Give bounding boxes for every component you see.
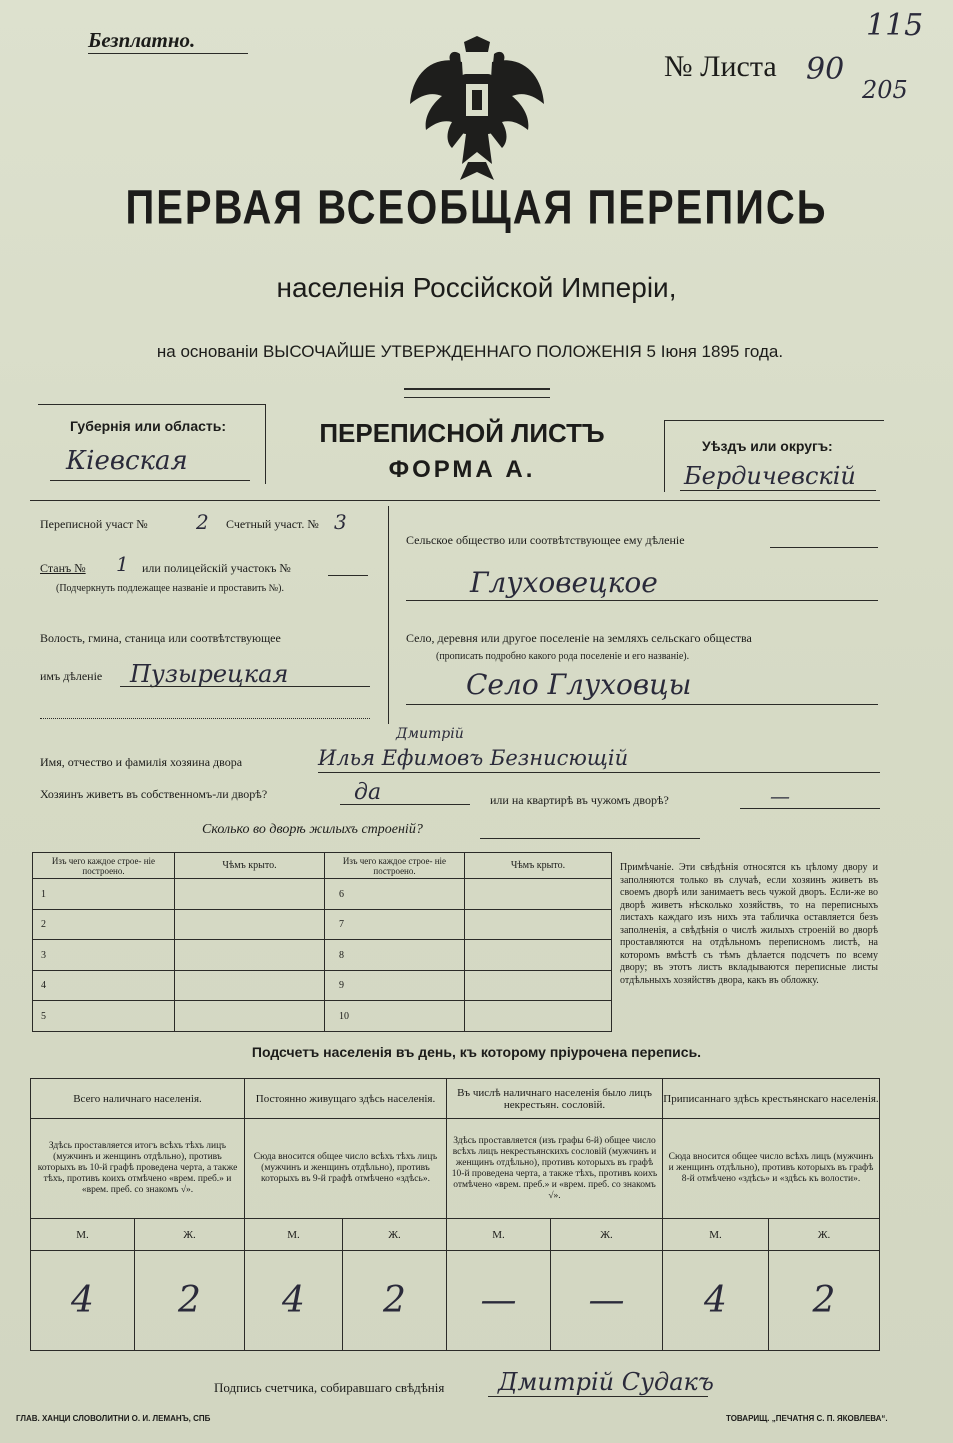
police-label: или полицейскій участокъ № — [142, 561, 291, 575]
signature-line — [488, 1396, 708, 1397]
ornament-divider — [404, 388, 550, 398]
village-value: Село Глуховцы — [466, 668, 692, 701]
archive-number-a: 115 — [866, 8, 924, 43]
census-plot-label: Переписной участ № — [40, 517, 148, 531]
group-title-3: Въ числѣ наличнаго населенія было лицъ некрестьян. сословій. — [447, 1079, 663, 1119]
stan-note: (Подчеркнуть подлежащее названіе и проставить №). — [56, 583, 284, 594]
archive-number-b: 205 — [862, 76, 908, 104]
village-line — [406, 704, 878, 705]
row-2: 2 — [33, 909, 175, 940]
gubernia-value: Кіевская — [66, 446, 188, 476]
row-5: 5 — [33, 1001, 175, 1032]
owner-line — [318, 772, 880, 773]
buildings-label: Сколько во дворѣ жилыхъ строеній? — [202, 822, 423, 837]
group-desc-4: Сюда вносится общее число всѣхъ лицъ (мужчинъ и женщинъ отдѣльно), противъ которыхъ въ графѣ 8-й отмѣчено «здѣсь» и «здѣсь къ волости». — [663, 1119, 880, 1219]
row-9: 9 — [325, 970, 465, 1001]
section-divider-top — [30, 500, 880, 501]
f-header-4: Ж. — [769, 1219, 880, 1251]
free-label: Безплатно. — [88, 28, 248, 54]
buildings-line — [480, 838, 700, 839]
f-header-1: Ж. — [135, 1219, 245, 1251]
rural-society-line — [770, 547, 878, 548]
lives-value: да — [354, 780, 382, 805]
volost-value: Пузырецкая — [130, 660, 289, 688]
form-name: ФОРМА А. — [388, 456, 536, 483]
volost-line — [120, 686, 370, 687]
row-7: 7 — [325, 909, 465, 940]
legal-basis: на основаніи ВЫСОЧАЙШЕ УТВЕРЖДЕННАГО ПОЛОЖЕНІЯ 5 Іюня 1895 года. — [156, 342, 784, 361]
f-header-2: Ж. — [343, 1219, 447, 1251]
rural-society-line-2 — [406, 600, 878, 601]
row-1: 1 — [33, 879, 175, 910]
row-10: 10 — [325, 1001, 465, 1032]
group-desc-1: Здѣсь проставляется итогъ всѣхъ тѣхъ лицъ (мужчинъ и женщинъ отдѣльно), противъ которыхъ въ 10-й графѣ проведена черта, а также тѣхъ, противъ коихъ отмѣчено «врем. преб.» и «врем. преб. со знакомъ √». — [31, 1119, 245, 1219]
m-header-1: М. — [31, 1219, 135, 1251]
non-peasant-female: — — [551, 1251, 663, 1351]
peasant-male: 4 — [663, 1251, 769, 1351]
owner-label: Имя, отчество и фамилія хозяина двора — [40, 755, 243, 769]
apartment-value: — — [770, 784, 790, 808]
note-text: Примѣчаніе. Эти свѣдѣнія относятся къ цѣлому двору и заполняются только въ случаѣ, если хозяинъ живетъ въ своемъ дворѣ или занимаетъ весь чужой дворъ. Если-же во дворѣ живетъ нѣсколько хозяйствъ, то на переписныхъ листахъ каждаго изъ нихъ эта табличка оставляется безъ заполненія, а свѣдѣнія о числѣ жилыхъ строеній во дворѣ проставляются на отдѣльномъ переписномъ листѣ, на которомъ вмѣстѣ съ тѣмъ дѣлается подсчетъ по всему двору; въ этотъ листъ вкладываются переписные листы отдѣльныхъ хозяйствъ двора, какъ въ обложку. — [620, 862, 878, 986]
stan-value: 1 — [116, 552, 129, 576]
section-divider-vertical — [388, 506, 389, 724]
uezd-value: Бердичевскій — [684, 462, 856, 490]
volost-line-2 — [40, 718, 370, 719]
footer-left: ГЛАВ. ХАНЦИ СЛОВОЛИТНИ О. И. ЛЕМАНЪ, СПБ — [16, 1414, 211, 1423]
signature-value: Дмитрій Судакъ — [498, 1368, 714, 1396]
resident-male: 4 — [245, 1251, 343, 1351]
m-header-3: М. — [447, 1219, 551, 1251]
apartment-label: или на квартирѣ въ чужомъ дворѣ? — [490, 793, 669, 807]
uezd-line — [680, 490, 876, 491]
group-title-1: Всего наличнаго населенія. — [31, 1079, 245, 1119]
peasant-female: 2 — [769, 1251, 880, 1351]
owner-value: Илья Ефимовъ Безнисющій — [318, 746, 629, 770]
row-8: 8 — [325, 940, 465, 971]
row-3: 3 — [33, 940, 175, 971]
row-6: 6 — [325, 879, 465, 910]
group-title-2: Постоянно живущаго здѣсь населенія. — [245, 1079, 447, 1119]
buildings-table — [32, 852, 612, 1032]
col-roof-right: Чѣмъ крыто. — [465, 853, 612, 879]
counting-plot-label: Счетный участ. № — [226, 517, 319, 531]
col-what-left: Изъ чего каждое строе- ніе построено. — [33, 853, 175, 879]
volost-label-1: Волость, гмина, станица или соотвѣтствующее — [40, 631, 281, 645]
gubernia-line — [50, 480, 250, 481]
sheet-number-value: 90 — [806, 52, 845, 87]
col-roof-left: Чѣмъ крыто. — [175, 853, 325, 879]
group-desc-3: Здѣсь проставляется (изъ графы 6-й) общее число всѣхъ лицъ некрестьянскихъ сословій (мужчинъ и женщинъ отдѣльно), противъ которыхъ въ графѣ 10-й проведена черта, а также тѣхъ, противъ коихъ отмѣчено «врем. преб.» и «врем. преб. со знакомъ √». — [447, 1119, 663, 1219]
lives-label: Хозяинъ живетъ въ собственномъ-ли дворѣ? — [40, 787, 268, 801]
lives-line — [340, 804, 470, 805]
sheet-title: ПЕРЕПИСНОЙ ЛИСТЪ — [319, 418, 605, 448]
rural-society-label: Сельское общество или соотвѣтствующее ему дѣленіе — [406, 533, 685, 547]
group-desc-2: Сюда вносится общее число всѣхъ тѣхъ лицъ (мужчинъ и женщинъ отдѣльно), противъ которыхъ въ 9-й графѣ отмѣчено «здѣсь». — [245, 1119, 447, 1219]
f-header-3: Ж. — [551, 1219, 663, 1251]
sheet-number-label: № Листа — [664, 50, 777, 83]
police-line — [328, 575, 368, 576]
resident-female: 2 — [343, 1251, 447, 1351]
gubernia-label: Губернія или область: — [70, 418, 227, 434]
stan-label: Станъ № — [40, 561, 86, 575]
group-title-4: Приписаннаго здѣсь крестьянскаго населенія. — [663, 1079, 880, 1119]
footer-right: ТОВАРИЩ. „ПЕЧАТНЯ С. П. ЯКОВЛЕВА“. — [726, 1414, 888, 1423]
census-plot-value: 2 — [196, 510, 209, 534]
m-header-4: М. — [663, 1219, 769, 1251]
counting-plot-value: 3 — [334, 510, 347, 534]
main-title: ПЕРВАЯ ВСЕОБЩАЯ ПЕРЕПИСЬ — [125, 181, 828, 235]
volost-label-2: имъ дѣленіе — [40, 669, 103, 683]
total-female: 2 — [135, 1251, 245, 1351]
village-label: Село, деревня или другое поселеніе на земляхъ сельскаго общества — [406, 631, 752, 645]
signature-label: Подпись счетчика, собиравшаго свѣдѣнія — [214, 1380, 445, 1395]
population-table — [30, 1078, 880, 1351]
owner-correction: Дмитрій — [396, 726, 464, 742]
uezd-label: Уѣздъ или округъ: — [702, 438, 833, 454]
subtitle: населенія Россійской Имперіи, — [276, 272, 677, 303]
imperial-eagle-emblem — [402, 34, 552, 184]
rural-society-value: Глуховецкое — [470, 566, 658, 599]
non-peasant-male: — — [447, 1251, 551, 1351]
m-header-2: М. — [245, 1219, 343, 1251]
count-title: Подсчетъ населенія въ день, къ которому пріурочена перепись. — [251, 1044, 702, 1060]
apartment-line — [740, 808, 880, 809]
total-male: 4 — [31, 1251, 135, 1351]
col-what-right: Изъ чего каждое строе- ніе построено. — [325, 853, 465, 879]
row-4: 4 — [33, 970, 175, 1001]
village-note: (прописать подробно какого рода поселеніе и его названіе). — [436, 651, 690, 662]
